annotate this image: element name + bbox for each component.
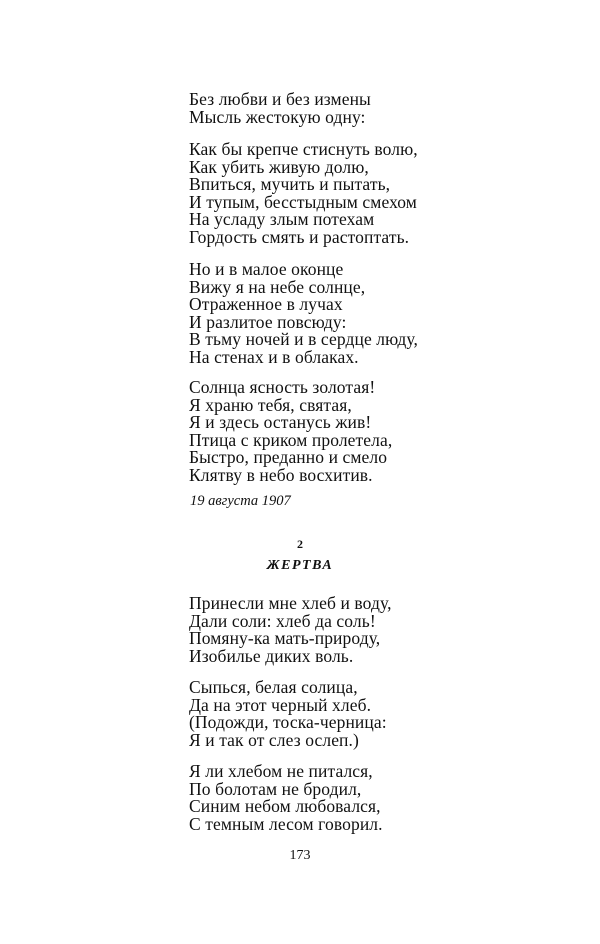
poem2-stanza-1: [189, 595, 392, 665]
poem-line: Гордость смять и растоптать.: [189, 226, 410, 247]
poem-line: Клятву в небо восхитив.: [189, 464, 373, 485]
poem-line: Без любви и без измены: [189, 89, 371, 109]
poem-title: ЖЕРТВА: [266, 558, 334, 573]
poem-date: 19 августа 1907: [190, 493, 291, 509]
poem-line: Дали соли: хлеб да соль!: [189, 610, 376, 631]
poem-line: По болотам не бродил,: [189, 778, 362, 799]
poem2-stanza-3: [189, 763, 383, 833]
poem1-stanza-2: [189, 141, 418, 247]
poem-line: Принесли мне хлеб и воду,: [189, 593, 392, 613]
poem-line: Впиться, мучить и пытать,: [189, 174, 391, 195]
poem-line: Отраженное в лучах: [189, 294, 343, 315]
poem-line: С темным лесом говорил.: [189, 813, 383, 834]
poem-line: Я ли хлебом не питался,: [189, 761, 373, 781]
poem-line: Вижу я на небе солнце,: [189, 276, 366, 297]
poem-line: В тьму ночей и в сердце люду,: [189, 329, 418, 350]
poem-line: Я и так от слез ослеп.): [189, 729, 359, 750]
poem-line: И тупым, бесстыдным смехом: [189, 191, 417, 212]
poem1-stanza-4: [189, 379, 392, 485]
poem-line: Птица с криком пролетела,: [189, 429, 393, 450]
poem-line: Синим небом любовался,: [189, 796, 381, 817]
poem-line: Как убить живую долю,: [189, 156, 369, 177]
page-number: 173: [289, 848, 311, 863]
poem-line: Я храню тебя, святая,: [189, 394, 352, 415]
poem1-stanza-3: [189, 261, 418, 367]
poem-line: Сыпься, белая солица,: [189, 677, 358, 697]
poem-line: Быстро, преданно и смело: [189, 447, 388, 468]
poem-line: На усладу злым потехам: [189, 209, 375, 230]
poem1-stanza-1: [189, 91, 371, 126]
poem-line: (Подожди, тоска-черница:: [189, 712, 387, 733]
poem-line: Изобилье диких воль.: [189, 645, 354, 666]
poem-line: Солнца ясность золотая!: [189, 377, 376, 397]
poem-line: Мысль жестокую одну:: [189, 106, 366, 127]
poem-line: Как бы крепче стиснуть волю,: [189, 139, 418, 159]
section-number: 2: [297, 537, 303, 551]
poem-line: Помяну-ка мать-природу,: [189, 628, 381, 649]
poem-line: Да на этот черный хлеб.: [189, 694, 372, 715]
poem2-stanza-2: [189, 679, 387, 749]
poem-line: На стенах и в облаках.: [189, 346, 359, 367]
poem-line: И разлитое повсюду:: [189, 311, 347, 332]
poem-line: Но и в малое оконце: [189, 259, 344, 279]
poem-line: Я и здесь останусь жив!: [189, 412, 372, 433]
